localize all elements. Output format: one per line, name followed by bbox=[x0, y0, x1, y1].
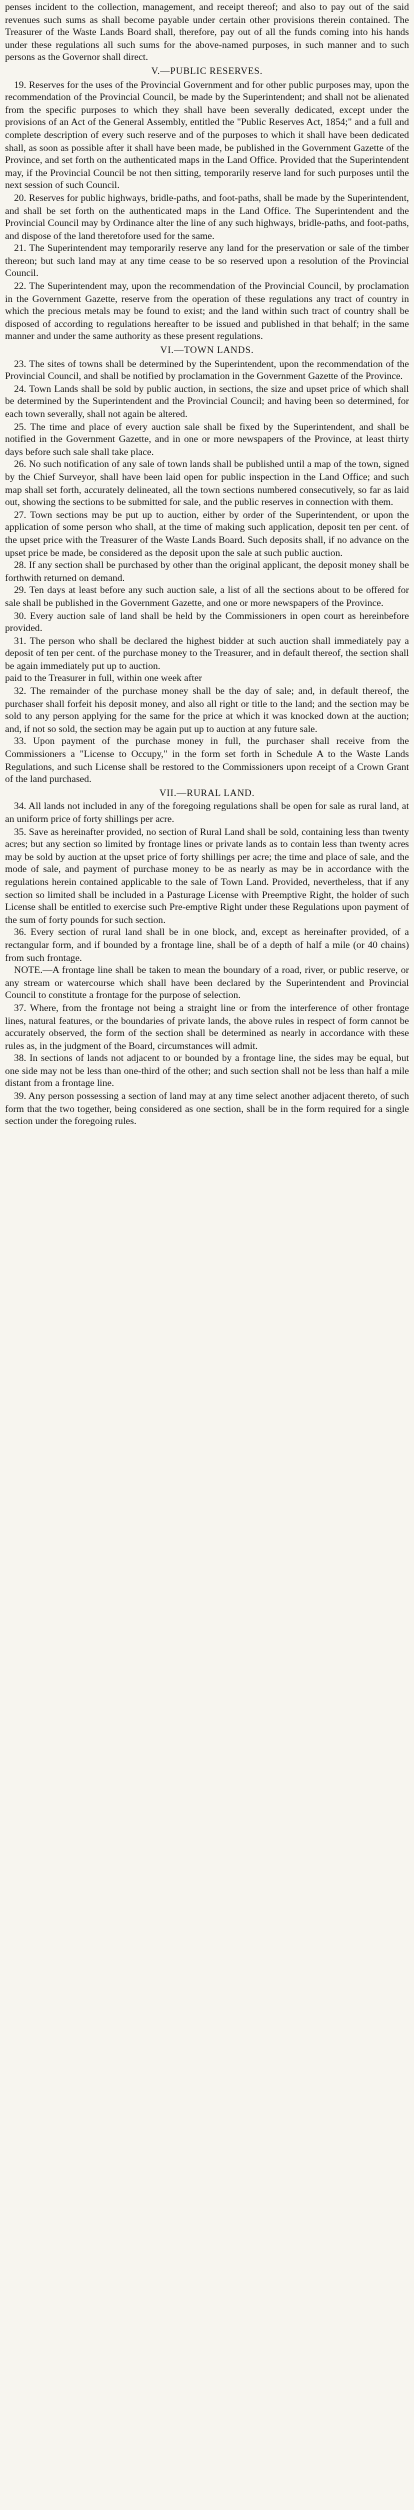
numbered-paragraph: 26. No such notification of any sale of town lands shall be published until a map of the town, signed by the Chief Surveyor, shall have been laid open for public inspection in the Land Office; and such map shall set forth, accurately delineated, all the town sections numbered consecutively, so far as laid out, showing the sections to be submitted for sale, and the public reserves in connection with them. bbox=[5, 459, 409, 509]
numbered-paragraph: 20. Reserves for public highways, bridle-paths, and foot-paths, shall be made by the Superintendent, and shall be set forth on the authenticated maps in the Land Office. The Superintendent and the Provincial Council may by Ordinance alter the line of any such highways, bridle-paths, and foot-paths, and dispose of the land theretofore used for the same. bbox=[5, 192, 409, 242]
numbered-paragraph: 38. In sections of lands not adjacent to or bounded by a frontage line, the sides may be equal, but one side may not be less than one-third of the other; and such section shall not be less than half a mile distant from a frontage line. bbox=[5, 1053, 409, 1090]
numbered-paragraph: 30. Every auction sale of land shall be held by the Commissioners in open court as hereinbefore provided. bbox=[5, 610, 409, 635]
numbered-paragraph: 39. Any person possessing a section of land may at any time select another adjacent thereto, of such form that the two together, being considered as one section, shall be in the form required for a single section under the foregoing rules. bbox=[5, 1091, 409, 1128]
numbered-paragraph: 31. The person who shall be declared the highest bidder at such auction shall immediately pay a deposit of ten per cent. of the purchase money to the Treasurer, and in default thereof, the section shall be again immediately put up to auction. bbox=[5, 635, 409, 672]
numbered-paragraph: 19. Reserves for the uses of the Provincial Government and for other public purposes may, upon the recommendation of the Provincial Council, be made by the Superintendent; and shall not be alienated from the specific purposes to which they shall have been severally dedicated, except under the provisions of an Act of the General Assembly, entitled the "Public Reserves Act, 1854;" and a full and complete description of every such reserve and of the purposes to which it shall have been dedicated shall, as soon as possible after it shall have been made, be published in the Government Gazette of the Province, and set forth on the authenticated maps in the Land Office. Provided that the Superintendent may, if the Provincial Council be not then sitting, temporarily reserve land for such purposes until the next session of such Council. bbox=[5, 79, 409, 192]
numbered-paragraph: 35. Save as hereinafter provided, no section of Rural Land shall be sold, containing less than twenty acres; but any section so limited by frontage lines or private lands as to contain less than twenty acres may be sold by auction at the upset price of forty shillings per acre; the time and place of sale, and the mode of sale, and payment of purchase money to be as nearly as may be in accordance with the regulations herein contained applicable to the sale of Town Land. Provided, nevertheless, that if any section so limited shall be included in a Pasturage License with Preemptive Right, the holder of such License shall be entitled to exercise such Pre-emptive Right under these Regulations upon payment of the sum of forty pounds for such section. bbox=[5, 826, 409, 926]
numbered-paragraph: 34. All lands not included in any of the foregoing regulations shall be open for sale as rural land, at an uniform price of forty shillings per acre. bbox=[5, 801, 409, 825]
numbered-paragraph: 27. Town sections may be put up to auction, either by order of the Superintendent, or upon the application of some person who shall, at the time of making such application, deposit ten per cent. of the upset price with the Treasurer of the Waste Lands Board. Such deposits shall, if no advance on the upset price be made, be considered as the deposit upon the sale at such public auction. bbox=[5, 509, 409, 559]
numbered-paragraph: 25. The time and place of every auction sale shall be fixed by the Superintendent, and shall be notified in the Government Gazette, and in one or more newspapers of the Province, at least thirty days before such sale shall take place. bbox=[5, 421, 409, 458]
numbered-paragraph: 32. The remainder of the purchase money shall be the day of sale; and, in default thereof, the purchaser shall forfeit his deposit money, and also all right or title to the land; and the section may be sold to any person applying for the same for the price at which it was knocked down at the auction; and, if not so sold, the section may be again put up to auction at any future sale. bbox=[5, 686, 409, 735]
numbered-paragraph: NOTE.—A frontage line shall be taken to mean the boundary of a road, river, or public reserve, or any stream or watercourse which shall have been declared by the Superintendent and Provincial Council to constitute a frontage for the purpose of selection. bbox=[5, 965, 409, 1002]
paragraph-continuation: penses incident to the collection, management, and receipt thereof; and also to pay out of the said revenues such sums as shall become payable under certain other provisions therein contained. The Treasurer of the Waste Lands Board shall, therefore, pay out of all the funds coming into his hands under these regulations all such sums for the above-named purposes, in such manner and to such persons as the Governor shall direct. bbox=[5, 2, 409, 64]
numbered-paragraph: 28. If any section shall be purchased by other than the original applicant, the deposit money shall be forthwith returned on demand. bbox=[5, 560, 409, 584]
numbered-paragraph: 36. Every section of rural land shall be in one block, and, except as hereinafter provided, of a rectangular form, and if bounded by a frontage line, shall be of a depth of half a mile (or 40 chains) from such frontage. bbox=[5, 927, 409, 964]
numbered-paragraph: 22. The Superintendent may, upon the recommendation of the Provincial Council, by proclamation in the Government Gazette, reserve from the operation of these regulations any tract of country in which the precious metals may be found to exist; and the land within such tract of country shall be disposed of according to regulations hereafter to be issued and published in that behalf; in the same manner and under the same authority as these present regulations. bbox=[5, 281, 409, 343]
section-heading: VI.—TOWN LANDS. bbox=[160, 345, 254, 357]
text-column bbox=[5, 2, 409, 1129]
section-heading: V.—PUBLIC RESERVES. bbox=[151, 65, 263, 77]
numbered-paragraph: 24. Town Lands shall be sold by public auction, in sections, the size and upset price of which shall be determined by the Superintendent and the Provincial Council; and having been so determined, for each town severally, shall not again be altered. bbox=[5, 383, 409, 420]
numbered-paragraph: 29. Ten days at least before any such auction sale, a list of all the sections about to be offered for sale shall be published in the Government Gazette, and one or more newspapers of the Province. bbox=[5, 585, 409, 609]
numbered-paragraph: 21. The Superintendent may temporarily reserve any land for the preservation or sale of the timber thereon; but such land may at any time cease to be so reserved upon a resolution of the Provincial Council. bbox=[5, 243, 409, 280]
numbered-paragraph: 37. Where, from the frontage not being a straight line or from the interference of other frontage lines, natural features, or the boundaries of private lands, the above rules in respect of form cannot be accurately observed, the form of the section shall be determined as nearly in accordance with these rules as, in the judgment of the Board, circumstances will admit. bbox=[5, 1002, 409, 1052]
numbered-paragraph: 23. The sites of towns shall be determined by the Superintendent, upon the recommendation of the Provincial Council, and shall be notified by proclamation in the Government Gazette of the Province. bbox=[5, 358, 409, 383]
numbered-paragraph: 33. Upon payment of the purchase money in full, the purchaser shall receive from the Commissioners a "License to Occupy," in the form set forth in Schedule A to the Waste Lands Regulations, and such License shall be restored to the Commissioners upon receipt of a Crown Grant of the land purchased. bbox=[5, 736, 409, 786]
paragraph-continuation: paid to the Treasurer in full, within one week after bbox=[5, 673, 202, 685]
section-heading: VII.—RURAL LAND. bbox=[159, 787, 255, 799]
